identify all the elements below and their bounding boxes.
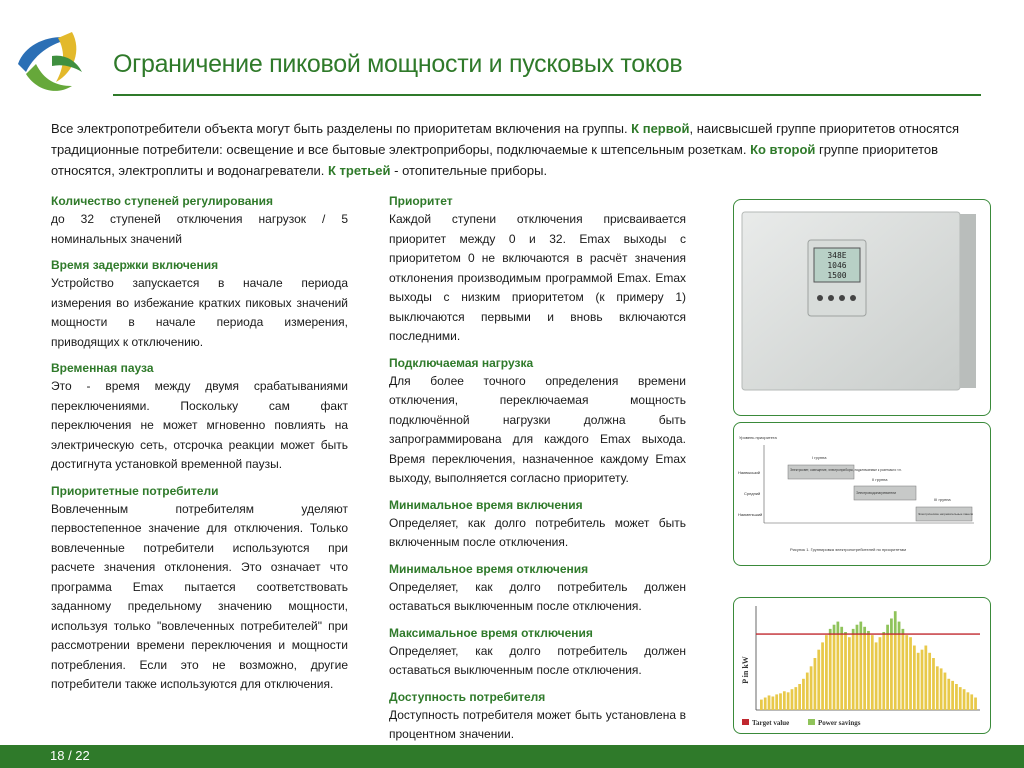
section — [51, 192, 348, 249]
power-bar — [917, 653, 920, 710]
section — [51, 482, 348, 695]
power-bar — [806, 673, 809, 710]
power-bar — [794, 687, 797, 710]
power-bar — [764, 698, 767, 710]
power-saving-bar — [856, 625, 859, 634]
power-bar — [951, 681, 954, 710]
intro-paragraph: Все электропотребители объекта могут быть разделены по приоритетам включения на группы. К первой, наисвысшей группе приоритетов относятся традиционные потребители: освещение и все бытовые электроприборы, подключаемые к штепсельным розеткам. Ко второй группе приоритетов относятся, электроплиты и водонагреватели. К третьей - отопительные приборы. — [51, 121, 960, 178]
power-bar — [882, 634, 885, 710]
power-saving-bar — [833, 625, 836, 634]
left-column — [51, 192, 348, 702]
diagram-caption: Рисунок 1. Группировка электропотребителей по приоритетам — [790, 547, 906, 552]
legend-swatch-target — [742, 719, 749, 725]
power-bar — [936, 666, 939, 710]
section-heading: Приоритетные потребители — [51, 483, 219, 498]
power-bar — [798, 684, 801, 710]
power-bar — [836, 634, 839, 710]
power-bar — [859, 634, 862, 710]
power-bar — [783, 691, 786, 710]
power-bar — [879, 637, 882, 710]
section-text: Каждой ступени отключения присваивается приоритет между 0 и 32. Emax выходы с приоритетом 0 не включаются в расчёт значения отклонения производимым программой Emax. Emax выходы с низким приоритетом (к примеру 1) выключаются первыми и вновь включаются последними. — [389, 212, 686, 343]
company-logo — [12, 24, 92, 100]
power-bar — [825, 635, 828, 710]
power-bar — [852, 634, 855, 710]
power-bar — [817, 650, 820, 710]
section — [389, 354, 686, 489]
group-label: II группа — [872, 477, 888, 482]
section-heading: Максимальное время отключения — [389, 625, 593, 640]
section-text: Вовлеченным потребителям уделяют первостепенное значение для отключения. Только вовлеченные потребители используются при расчете значения отклонения. Это означает что программа Emax пытается соответствовать заданному предельному значению мощности, используя только "вовлеченных потребителей" при рассмотрении времени переключения и мощности потребления. Если это не возможно, другие потребители также используются для отключения. — [51, 501, 348, 691]
section-heading: Подключаемая нагрузка — [389, 355, 534, 370]
legend-savings: Power savings — [818, 719, 861, 727]
power-bar — [760, 700, 763, 710]
legend-swatch-savings — [808, 719, 815, 725]
section-text: Определяет, как долго потребитель должен оставаться выключенным после отключения. — [389, 579, 686, 613]
power-bar — [791, 689, 794, 710]
power-saving-bar — [863, 627, 866, 634]
power-chart — [733, 597, 991, 734]
priority-diagram — [733, 422, 991, 566]
section-text: Для более точного определения времени отключения, переключаемая мощность подключённой нагрузки должна быть запрограммирована для каждого Emax выхода. Время переключения, назначенное каждому Emax выходу, выполняется согласно приоритету. — [389, 373, 686, 485]
power-bar — [890, 634, 893, 710]
power-bar — [787, 692, 790, 710]
page-title: Ограничение пиковой мощности и пусковых токов — [113, 50, 683, 78]
power-bar — [963, 689, 966, 710]
power-bar — [940, 668, 943, 710]
power-saving-bar — [840, 627, 843, 634]
power-bar — [814, 658, 817, 710]
section-heading: Приоритет — [389, 194, 453, 208]
power-bar — [810, 666, 813, 710]
power-bar — [924, 646, 927, 710]
section — [389, 624, 686, 681]
power-bar — [802, 679, 805, 710]
power-bar — [970, 694, 973, 710]
power-bar — [902, 634, 905, 710]
section-heading: Количество ступеней регулирования — [51, 194, 274, 208]
section — [389, 560, 686, 617]
power-bar — [959, 687, 962, 710]
power-bar — [833, 634, 836, 710]
level-label: Средний — [744, 491, 761, 496]
power-bar — [894, 634, 897, 710]
power-bar — [928, 653, 931, 710]
group-label: III группа — [934, 497, 951, 502]
section-text: Доступность потребителя может быть установлена в процентном значении. — [389, 707, 686, 741]
section-text: Это - время между двумя срабатываниями переключениями. Поскольку сам факт переключения не может мгновенно повлиять на электрическую сеть, отсрочка реакции может быть достигнута установкой временной паузы. — [51, 379, 348, 471]
power-saving-bar — [836, 622, 839, 634]
power-bar — [932, 658, 935, 710]
footer-bar — [0, 745, 1024, 768]
section — [389, 688, 686, 745]
device-photo — [733, 199, 991, 416]
power-bar — [821, 642, 824, 710]
display-line: 1046 — [827, 261, 847, 270]
power-saving-bar — [902, 629, 905, 634]
section-text: Определяет, как долго потребитель может быть включенным после отключения. — [389, 515, 686, 549]
group-label: I группа — [812, 455, 827, 460]
power-bar — [840, 634, 843, 710]
level-label: Наивысший — [738, 470, 761, 475]
power-bar — [905, 635, 908, 710]
power-bar — [944, 673, 947, 710]
section — [51, 359, 348, 475]
power-bar — [871, 635, 874, 710]
power-bar — [863, 634, 866, 710]
section — [51, 256, 348, 352]
power-bar — [867, 634, 870, 710]
power-bar — [898, 634, 901, 710]
section-heading: Доступность потребителя — [389, 689, 546, 704]
power-bar — [829, 634, 832, 710]
section — [389, 496, 686, 553]
title-divider — [113, 94, 981, 96]
diagram-y-label: Уровень приоритета — [739, 435, 777, 440]
power-bar — [771, 696, 774, 710]
power-saving-bar — [829, 629, 832, 634]
group-bar-label: Электросвет, освещение, электроприборы, подключаемые к розеткам и т.п. — [790, 468, 902, 472]
power-bar — [844, 634, 847, 710]
section-text: до 32 ступеней отключения нагрузок / 5 номинальных значений — [51, 212, 348, 246]
group-bar-label: Электрические нагревательные панели — [918, 512, 974, 516]
y-axis-label: P in kW — [741, 656, 750, 684]
power-bar — [955, 684, 958, 710]
section-heading: Время задержки включения — [51, 258, 219, 272]
power-saving-bar — [886, 625, 889, 634]
page-number: 18 / 22 — [50, 748, 90, 763]
power-bar — [967, 692, 970, 710]
power-bar — [775, 694, 778, 710]
power-bar — [909, 637, 912, 710]
power-bar — [875, 642, 878, 710]
power-bar — [913, 646, 916, 710]
section-text: Определяет, как долго потребитель должен оставаться выключенным после отключения. — [389, 643, 686, 677]
power-bar — [779, 693, 782, 710]
power-saving-bar — [852, 629, 855, 634]
power-saving-bar — [894, 611, 897, 634]
power-saving-bar — [898, 622, 901, 634]
middle-column — [389, 192, 686, 752]
legend-target: Target value — [752, 719, 790, 727]
group-bar-label: Электроводонагреватели — [856, 491, 896, 495]
power-bar — [974, 698, 977, 710]
section-text: Устройство запускается в начале периода измерения во избежание кратких пиковых значений мощности в начале периода измерения, приводящих к отключению. — [51, 276, 348, 349]
display-line: 348E — [827, 251, 847, 260]
power-bar — [856, 634, 859, 710]
section — [389, 192, 686, 347]
power-bar — [921, 650, 924, 710]
section-heading: Минимальное время отключения — [389, 561, 589, 576]
power-bar — [768, 695, 771, 710]
section-heading: Временная пауза — [51, 361, 154, 375]
level-label: Наименьший — [738, 512, 763, 517]
power-bar — [848, 637, 851, 710]
power-bar — [886, 634, 889, 710]
power-saving-bar — [890, 618, 893, 634]
power-saving-bar — [859, 622, 862, 634]
display-line: 1500 — [827, 271, 847, 280]
power-bar — [947, 679, 950, 710]
section-heading: Минимальное время включения — [389, 497, 583, 512]
